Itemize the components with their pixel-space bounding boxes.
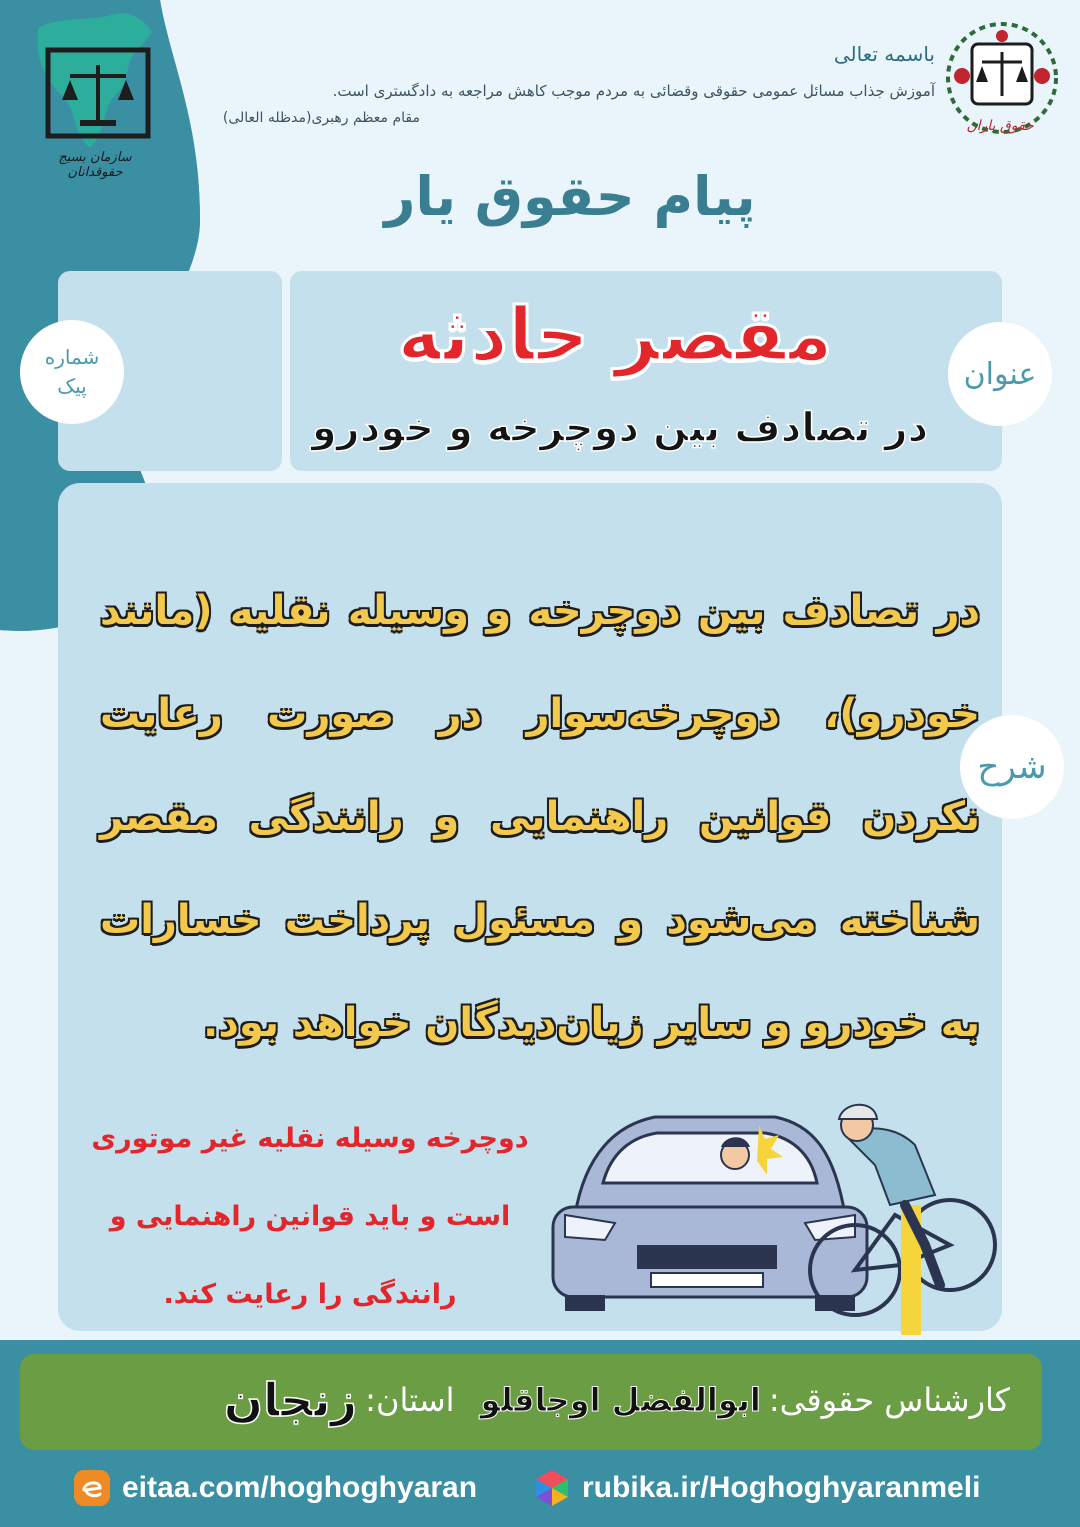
bismillah-heading: باسمه تعالی	[833, 42, 935, 66]
rubika-icon	[532, 1468, 572, 1508]
page-title: پیام حقوق یار	[384, 165, 756, 228]
quote-source: مقام معظم رهبری(مدظله العالی)	[222, 110, 420, 126]
title-label: عنوان	[963, 356, 1037, 392]
number-label	[45, 343, 100, 401]
expert-label: کارشناس حقوقی:	[768, 1381, 1010, 1419]
number-label-line2: پیک	[57, 374, 87, 398]
legal-expert-line	[224, 1370, 1010, 1430]
car-bicycle-accident-illustration	[545, 1095, 1000, 1335]
leader-quote: آموزش جذاب مسائل عمومی حقوقی وقضائی به مردم موجب کاهش مراجعه به دادگستری است.	[332, 82, 935, 100]
province-name: زنجان	[223, 1373, 358, 1427]
eitaa-icon	[72, 1468, 112, 1508]
number-label-bubble	[20, 320, 124, 424]
note-text: دوچرخه وسیله نقلیه غیر موتوری است و باید قوانین راهنمایی و رانندگی را رعایت کند.	[91, 1123, 529, 1310]
rubika-link[interactable]	[532, 1468, 980, 1508]
subject-subtitle: در تصادف بین دوچرخه و خودرو	[311, 405, 929, 451]
province-label: استان:	[365, 1381, 455, 1419]
left-logo-caption: سازمان بسیج حقوقدانان	[58, 150, 132, 180]
description-text: در تصادف بین دوچرخه و وسیله نقلیه (مانند خودرو)، دوچرخه‌سوار در صورت رعایت نکردن قوانین راهنمایی و رانندگی مقصر شناخته می‌شود و مسئول پرداخت خسارات به خودرو و سایر زیان‌دیدگان خواهد بود.	[100, 588, 980, 1046]
title-label-bubble	[948, 322, 1052, 426]
subject-title: مقصر حادثه	[397, 292, 833, 378]
number-label-line1: شماره	[44, 345, 100, 369]
rubika-link-text: rubika.ir/Hoghoghyaranmeli	[582, 1471, 981, 1504]
legal-organization-logo	[30, 10, 165, 170]
expert-name: ابوالفضل اوجاقلو	[480, 1381, 761, 1419]
description-label: شرح	[977, 747, 1047, 787]
right-logo-caption: حقوق یاران	[966, 118, 1034, 134]
eitaa-link-text: eitaa.com/hoghoghyaran	[122, 1471, 478, 1504]
eitaa-link[interactable]	[72, 1468, 477, 1508]
